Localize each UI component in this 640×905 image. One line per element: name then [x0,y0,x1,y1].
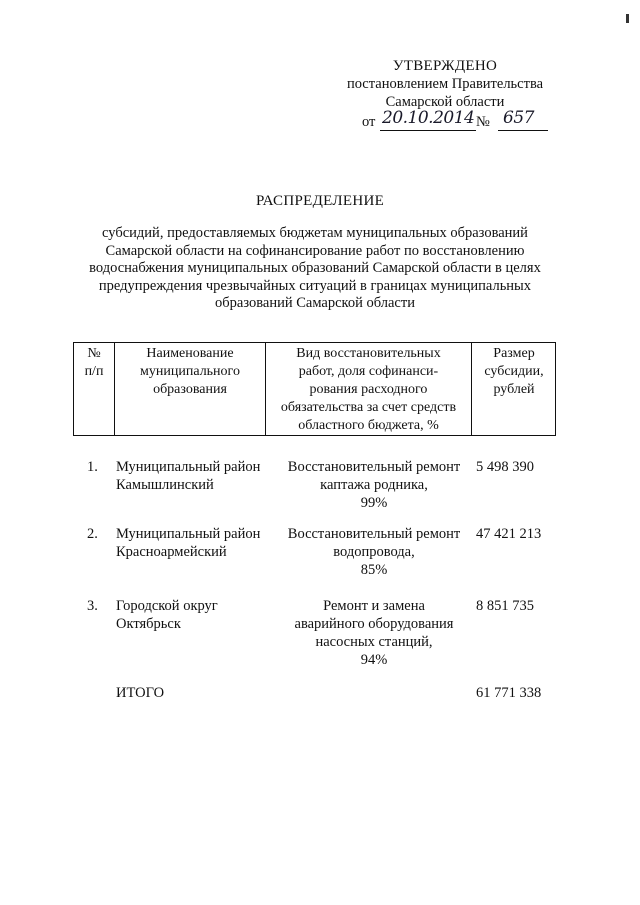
header-text: Наименование [146,346,234,361]
header-text: Размер [493,346,535,361]
approval-title: УТВЕРЖДЕНО [392,58,498,74]
scan-mark [626,14,629,23]
row-number: 1. [87,459,98,475]
header-text: № [87,346,101,361]
approval-stamp [340,57,550,131]
approval-line-1: постановлением Правительства [346,76,544,92]
municipality-line: Красноармейский [116,544,227,560]
municipality-line: Городской округ [116,598,218,614]
document-title: РАСПРЕДЕЛЕНИЕ [255,193,385,209]
row-work [276,597,472,669]
row-number: 3. [87,598,98,614]
date-prefix: от [362,114,376,130]
work-line: аварийного оборудования [294,616,454,632]
row-number: 2. [87,526,98,542]
header-text: образования [153,382,227,397]
row-municipality [116,597,276,633]
handwritten-number: 657 [503,108,534,128]
number-prefix: № [476,114,490,130]
work-line: 99% [360,495,388,511]
municipality-line: Муниципальный район [116,526,261,542]
header-number [74,343,114,435]
work-line: насосных станций, [315,634,433,650]
work-line: 94% [360,652,388,668]
row-amount: 47 421 213 [476,526,542,542]
subtitle-line: предупреждения чрезвычайных ситуаций в границах муниципальных [98,277,532,294]
municipality-line: Муниципальный район [116,459,261,475]
work-line: Ремонт и замена [323,598,425,614]
header-text: субсидии, [484,364,544,379]
header-work-type [265,343,471,435]
header-text: рублей [493,382,535,397]
header-text: муниципального [140,364,240,379]
approval-line-2: Самарской области [385,94,505,110]
subtitle-line: Самарской области на софинансирование работ по восстановлению [105,242,525,259]
municipality-line: Октябрьск [116,616,181,632]
municipality-line: Камышлинский [116,477,214,493]
subtitle-line: образований Самарской области [215,295,415,311]
row-municipality [116,525,276,561]
work-line: 85% [360,562,388,578]
header-text: п/п [84,364,104,379]
header-name [114,343,265,435]
work-line: каптажа родника, [320,477,428,493]
header-amount [471,343,556,435]
work-line: Восстановительный ремонт [287,459,461,475]
header-text: областного бюджета, % [298,418,439,433]
header-text: Вид восстановительных [296,346,441,361]
total-amount: 61 771 338 [476,685,542,701]
header-text: рования расходного [309,382,428,397]
row-work [276,525,472,579]
date-underline [380,130,476,131]
work-line: Восстановительный ремонт [287,526,461,542]
total-label: ИТОГО [116,685,165,701]
row-amount: 8 851 735 [476,598,534,614]
work-line: водопровода, [333,544,415,560]
approval-date-line [340,108,550,131]
subtitle-line: водоснабжения муниципальных образований Самарской области в целях [89,260,541,276]
number-underline [498,130,548,131]
handwritten-date: 20.10.2014 [382,108,475,128]
document-subtitle [80,225,550,313]
row-amount: 5 498 390 [476,459,534,475]
subtitle-line: субсидий, предоставляемых бюджетам муниципальных образований [102,225,528,241]
header-text: обязательства за счет средств [280,400,457,415]
header-text: работ, доля софинанси- [298,364,439,379]
row-municipality [116,458,276,494]
row-work [276,458,472,512]
table-header [73,342,556,436]
